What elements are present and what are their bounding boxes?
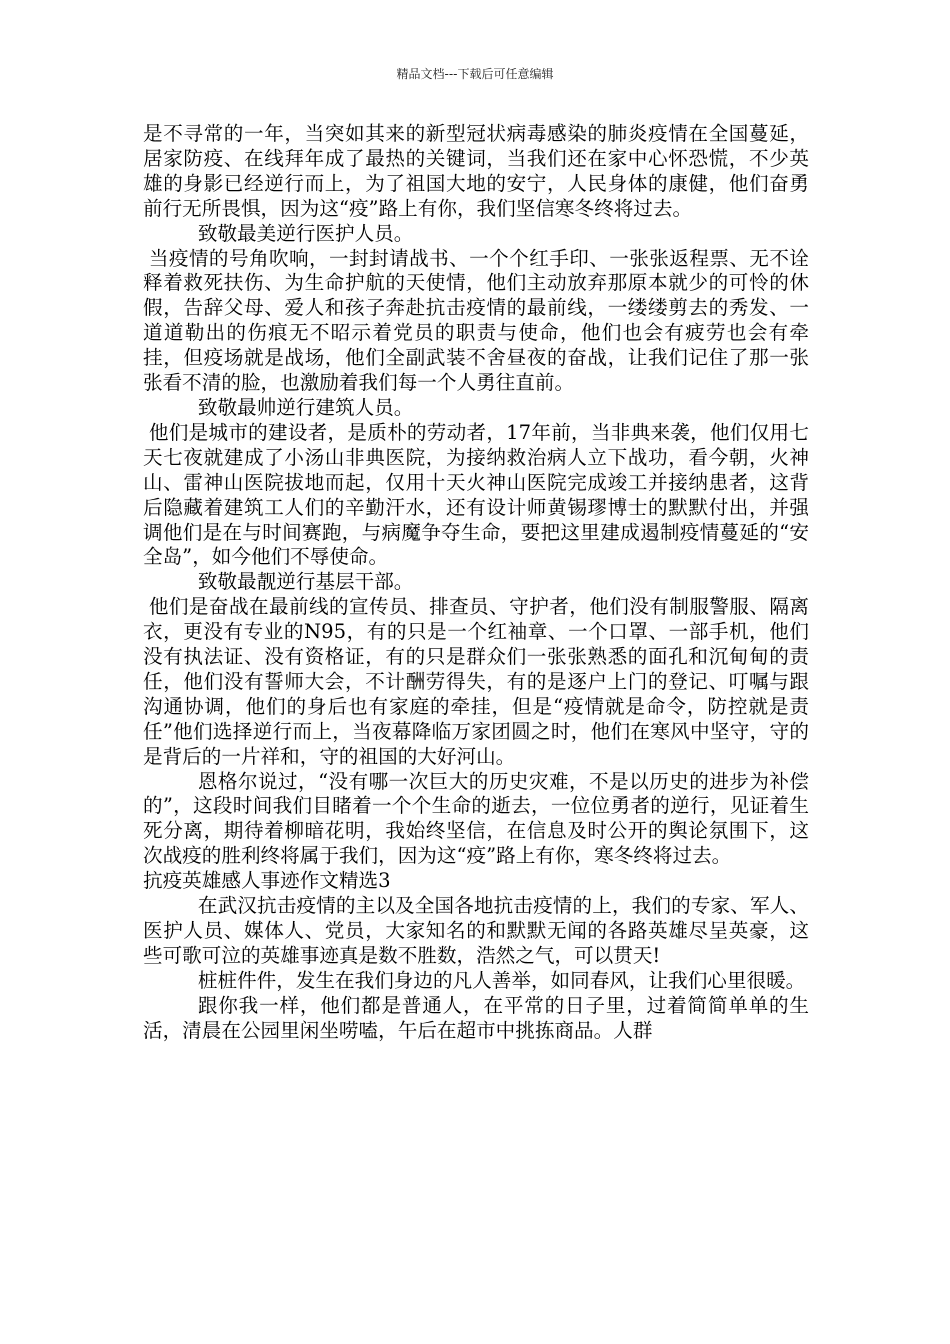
page-header: 精品文档---下载后可任意编辑 <box>396 67 554 81</box>
paragraph: 桩桩件件，发生在我们身边的凡人善举，如同春风，让我们心里很暖。 <box>197 968 806 992</box>
paragraph: 在武汉抗击疫情的主以及全国各地抗击疫情的上，我们的专家、军人、医护人员、媒体人、党员，大家知名的和默默无闻的各路英雄尽呈英豪，这些可歌可泣的英雄事迹真是数不胜数，浩然之气，可以贯天! <box>143 894 809 967</box>
section-heading: 抗疫英雄感人事迹作文精选3 <box>143 869 391 893</box>
paragraph: 恩格尔说过，“没有哪一次巨大的历史灾难，不是以历史的进步为补偿的”，这段时间我们目睹着一个个生命的逝去，一位位勇者的逆行，见证着生死分离，期待着柳暗花明，我始终坚信，在信息及时公开的舆论氛围下，这次战疫的胜利终将属于我们，因为这“疫”路上有你，寒冬终将过去。 <box>143 769 809 868</box>
paragraph: 致敬最美逆行医护人员。 <box>197 221 414 245</box>
paragraph: 致敬最靓逆行基层干部。 <box>197 570 414 594</box>
paragraph: 致敬最帅逆行建筑人员。 <box>197 395 414 419</box>
paragraph: 是不寻常的一年，当突如其来的新型冠状病毒感染的肺炎疫情在全国蔓延，居家防疫、在线拜年成了最热的关键词，当我们还在家中心怀恐慌，不少英雄的身影已经逆行而上，为了祖国大地的安宁，人民身体的康健，他们奋勇前行无所畏惧，因为这“疫”路上有你，我们坚信寒冬终将过去。 <box>143 122 809 220</box>
paragraph: 他们是奋战在最前线的宣传员、排查员、守护者，他们没有制服警服、隔离衣，更没有专业的N95，有的只是一个红袖章、一个口罩、一部手机，他们没有执法证、没有资格证，有的只是群众们一张张熟悉的面孔和沉甸甸的责任，他们没有誓师大会，不计酬劳得失，有的是逐户上门的登记、叮嘱与跟沟通协调，他们的身后也有家庭的牵挂，但是“疫情就是命令，防控就是责任”他们选择逆行而上，当夜幕降临万家团圆之时，他们在寒风中坚守，守的是背后的一片祥和，守的祖国的大好河山。 <box>143 595 809 768</box>
paragraph: 当疫情的号角吹响，一封封请战书、一个个红手印、一张张返程票、无不诠释着救死扶伤、为生命护航的天使情，他们主动放弃那原本就少的可怜的休假，告辞父母、爱人和孩子奔赴抗击疫情的最前线，一缕缕剪去的秀发、一道道勒出的伤痕无不昭示着党员的职责与使命，他们也会有疲劳也会有牵挂，但疫场就是战场，他们全副武装不舍昼夜的奋战，让我们记住了那一张张看不清的脸，也激励着我们每一个人勇往直前。 <box>143 246 809 395</box>
document-body <box>143 122 809 1044</box>
paragraph: 他们是城市的建设者，是质朴的劳动者，17年前，当非典来袭，他们仅用七天七夜就建成了小汤山非典医院，为接纳救治病人立下战功，看今朝，火神山、雷神山医院拔地而起，仅用十天火神山医院完成竣工并接纳患者，这背后隐藏着建筑工人们的辛勤汗水，还有设计师黄锡璆博士的默默付出，并强调他们是在与时间赛跑，与病魔争夺生命，要把这里建成遏制疫情蔓延的“安全岛”，如今他们不辱使命。 <box>143 420 809 569</box>
paragraph: 跟你我一样，他们都是普通人，在平常的日子里，过着简简单单的生活，清晨在公园里闲坐唠嗑，午后在超市中挑拣商品。人群 <box>143 993 809 1042</box>
